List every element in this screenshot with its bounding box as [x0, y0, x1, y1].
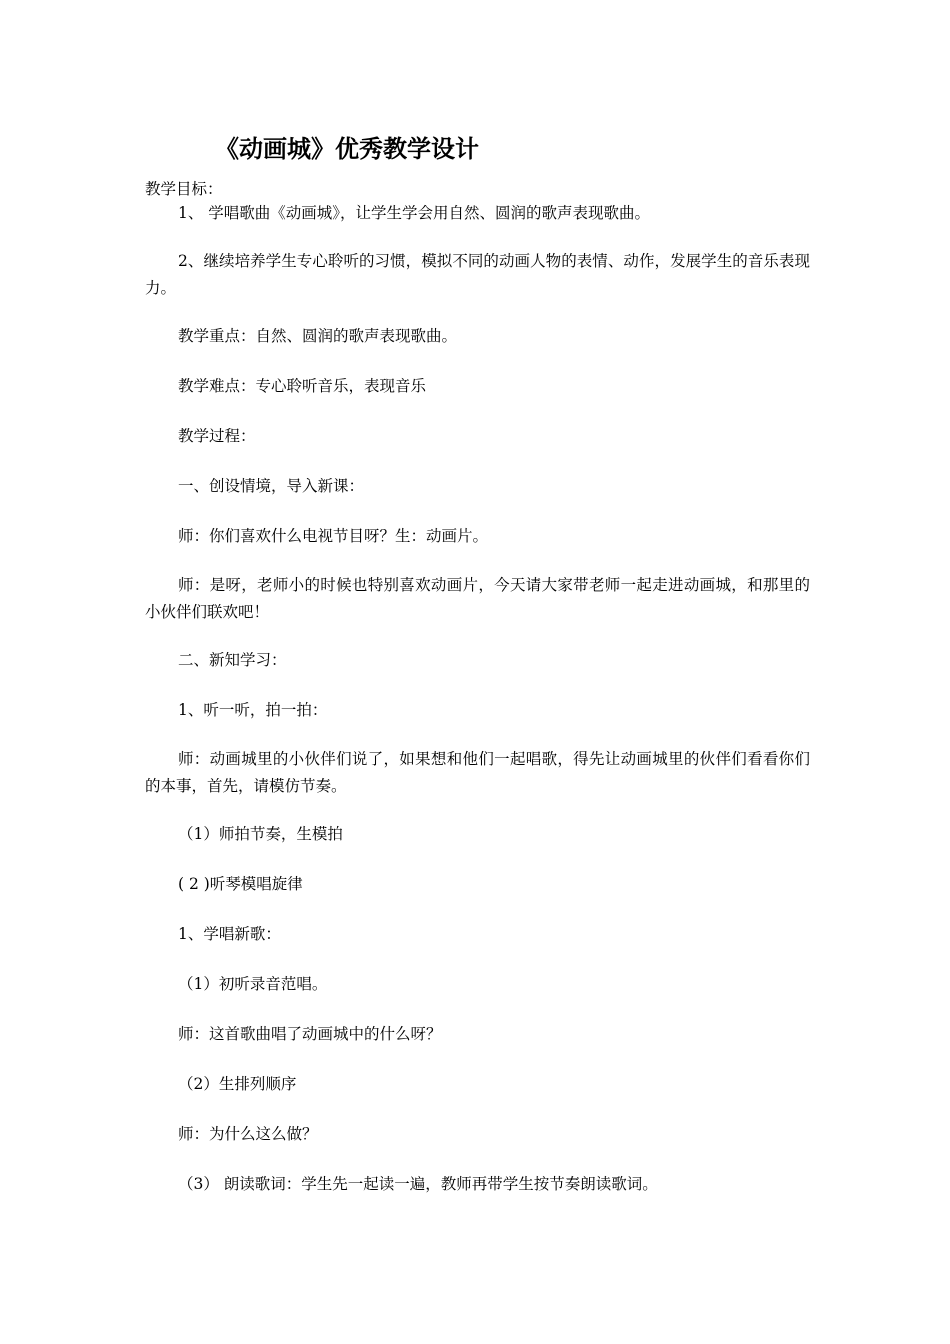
goals-heading: 教学目标：: [145, 180, 223, 198]
document-title: 《动画城》优秀教学设计: [215, 135, 479, 163]
dialog-4: 师：这首歌曲唱了动画城中的什么呀？: [178, 1025, 442, 1043]
step-listen: 1、听一听，拍一拍：: [178, 701, 328, 719]
goal-1: 1、 学唱歌曲《动画城》，让学生学会用自然、圆润的歌声表现歌曲。: [178, 204, 651, 222]
sub-step-5: （3） 朗读歌词：学生先一起读一遍，教师再带学生按节奏朗读歌词。: [178, 1175, 658, 1193]
sub-step-2: ( 2 )听琴模唱旋律: [178, 875, 303, 893]
sub-step-3: （1）初听录音范唱。: [178, 975, 328, 993]
step-learn: 1、学唱新歌：: [178, 925, 281, 943]
dialog-1: 师：你们喜欢什么电视节目呀？生：动画片。: [178, 527, 489, 545]
dialog-2: 师：是呀，老师小的时候也特别喜欢动画片，今天请大家带老师一起走进动画城，和那里的小伙伴们联欢吧！: [145, 576, 810, 621]
difficulty: 教学难点：专心聆听音乐，表现音乐: [178, 377, 427, 395]
sub-step-4: （2）生排列顺序: [178, 1075, 297, 1093]
dialog-5: 师：为什么这么做？: [178, 1125, 318, 1143]
dialog-3: 师：动画城里的小伙伴们说了，如果想和他们一起唱歌，得先让动画城里的伙伴们看看你们的本事，首先，请模仿节奏。: [145, 750, 810, 795]
goal-2: 2、继续培养学生专心聆听的习惯，模拟不同的动画人物的表情、动作，发展学生的音乐表现力。: [145, 252, 810, 297]
sub-step-1: （1）师拍节奏，生模拍: [178, 825, 343, 843]
section-1-heading: 一、创设情境，导入新课：: [178, 477, 365, 495]
section-2-heading: 二、新知学习：: [178, 651, 287, 669]
process-heading: 教学过程：: [178, 427, 256, 445]
key-point: 教学重点：自然、圆润的歌声表现歌曲。: [178, 327, 458, 345]
